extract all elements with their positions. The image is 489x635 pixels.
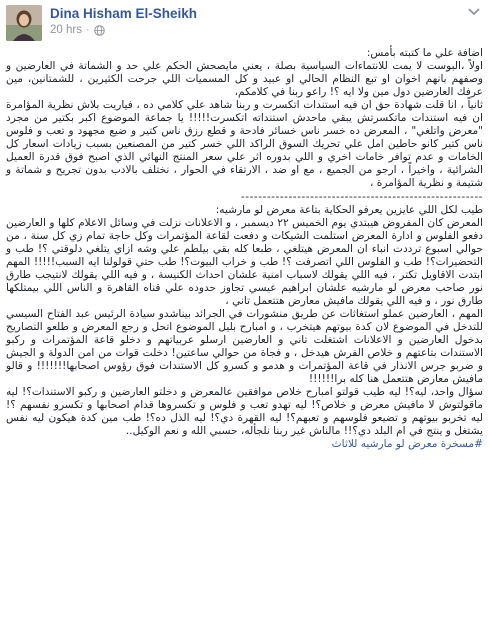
avatar-image [6, 5, 42, 41]
meta-separator: · [85, 24, 90, 36]
post-paragraph: المهم ، العارضين عملو استغاثات عن طريق منشورات في الجرائد بيناشدو سيادة الرئيس عبد الفتاح السيسي للتدخل في الموضوع لان كدة بيوتهم هيتخرب ، و امبارح بليل الموضوع اتحل و رجع المعرض و طلعو التصاريح بدخول العارضين و الاعلانات اشتغلت تاني و العارضين ارسلو عربياتهم و دخلو قاعة المؤتمرات و ركبو الاستندات بتاعتهم و خلاص الفرش هيدخل ، و فجاة من حوالي ساعتين! دخلت قوات من امن الدولة و الجيش و ضربو جرس الانذار في قاعة المؤتمرات و هدمو و كسرو كل الاستندات فوق رؤوس اصحابها!!!!!!! و قالو مافيش معارض هتتعمل هنا كله برا!!!!!! [2, 307, 483, 386]
post-paragraph: طيب لكل اللي عايزين يعرفو الحكاية بتاعة معرض لو مارشيه: [215, 203, 483, 216]
post-paragraph: سؤال واحد، ليه؟! ليه طيب قولتو امبارح خلاص موافقين عالمعرض و دخلتو العارضين و ركبو الاستندات؟! ليه ماقولتوش لا مافيش معرض و خلاص؟! ليه تهدو تعب و فلوس و تكسروها قدام اصحابها و تكسرو نفسهم ؟! ليه تخربو بيوتهم و تضيعو فلوسهم و تعبهم؟! ليه القهرة دي؟! ليه الذل ده؟! طب مين كدة هيكون ليه نفس يشتغل و ينتج في ام البلد دي؟!! مالناش غير ربنا نلجأله، حسبي الله و نعم الوكيل.. [2, 386, 483, 438]
chevron-down-icon[interactable] [467, 7, 481, 17]
post-paragraph: اولاً ،البوست لا يمت للانتماءات السياسية بصلة ، يعني مايصحش الحكم علي حد و الشماتة في العارضين و وصفهم بانهم اخوان او تبع النظام الحالي او عبيد و كل المسميات اللي جرحت الكثيرين ، للشمتانين، مين عرفك العارضين دول مين ولا ايه ؟! راعو ربنا في كلامكم، [2, 60, 483, 99]
post-time[interactable]: 20 hrs [50, 24, 82, 36]
globe-icon [94, 25, 105, 36]
author-name[interactable]: Dina Hisham El-Sheikh [50, 6, 198, 21]
avatar[interactable] [6, 5, 42, 41]
hashtag-link[interactable]: #مسخرة معرض لو مارشيه للاثاث [331, 438, 483, 451]
post-meta [50, 24, 105, 36]
post-body [2, 47, 483, 451]
post-paragraph: المعرض كان المفروض هيبتدي يوم الخميس ٢٢ ديسمبر ، و الاعلانات نزلت في وسائل الاعلام كلها و العارضين دفعو الفلوس و ادارة المعرض استلمت الشيكات و دفعت لقاعة المؤتمرات وكل حاجة تمام زي كل سنة ، من حوالي اسبوع ترددت انباء ان المعرض هيتلغي ، طبعا كله بقي بيلطم علي وشه ازاي يتلغي دلوقتي ؟! طب و التحضيرات؟! طب و الفلوس اللي اتصرفت ؟! طب و خراب البيوت؟! طب حتي قولولنا ايه السبب!!!!! المهم ابتدت الاقاويل تكتر ، فيه اللي يقولك لاسباب امنية علشان احداث الكنيسة ، و فيه اللي يقولك لانتيجب طارق نور صاحب معرض لو مارشيه علشان ابراهيم عيسي تجاوز حدوده علي قناه القاهرة و الناس اللي بيمتلكها طارق نور ، و فيه اللي يقولك مافيش معارض هتتعمل تاني ، [2, 216, 483, 307]
separator-line: -------------------------------------------------------- [240, 190, 483, 203]
post-paragraph: ثانياً ، انا قلت شهادة حق ان فيه استندات اتكسرت و ربنا شاهد علي كلامي ده ، فياريت بلاش نظرية المؤامرة ان فيه استندات ماتكسرتش يبقي ماحدش استنداته اتكسرت!!!!! يا جماعة الموضوع اكبر بكتير من مجرد "معرض واتلغي" ، المعرض ده خسر ناس خسائر فادحة و قطع رزق ناس كتير و ضيع مجهود و تعب و فلوس ناس كتير كانو حاطين امل علي تحريك السوق الراكد اللي خسر كتير من المصنعين بسبب زيادات اسعار كل الخامات و عدم توافر خامات اخري و اللي بدوره اثر علي سعر المنتج النهائي الذي اصبح فوق قدرة العميل الشرائية ، واخيراً ، ارجو من الجميع ، مع او ضد ، الارتقاء في الحوار ، نختلف بالادب بدون تجريح و شماتة و شتيمة و نظرية المؤامرة ، [2, 99, 483, 190]
post-paragraph: اضافة علي ما كتبته بأمس: [366, 47, 483, 59]
post-header [6, 5, 483, 41]
